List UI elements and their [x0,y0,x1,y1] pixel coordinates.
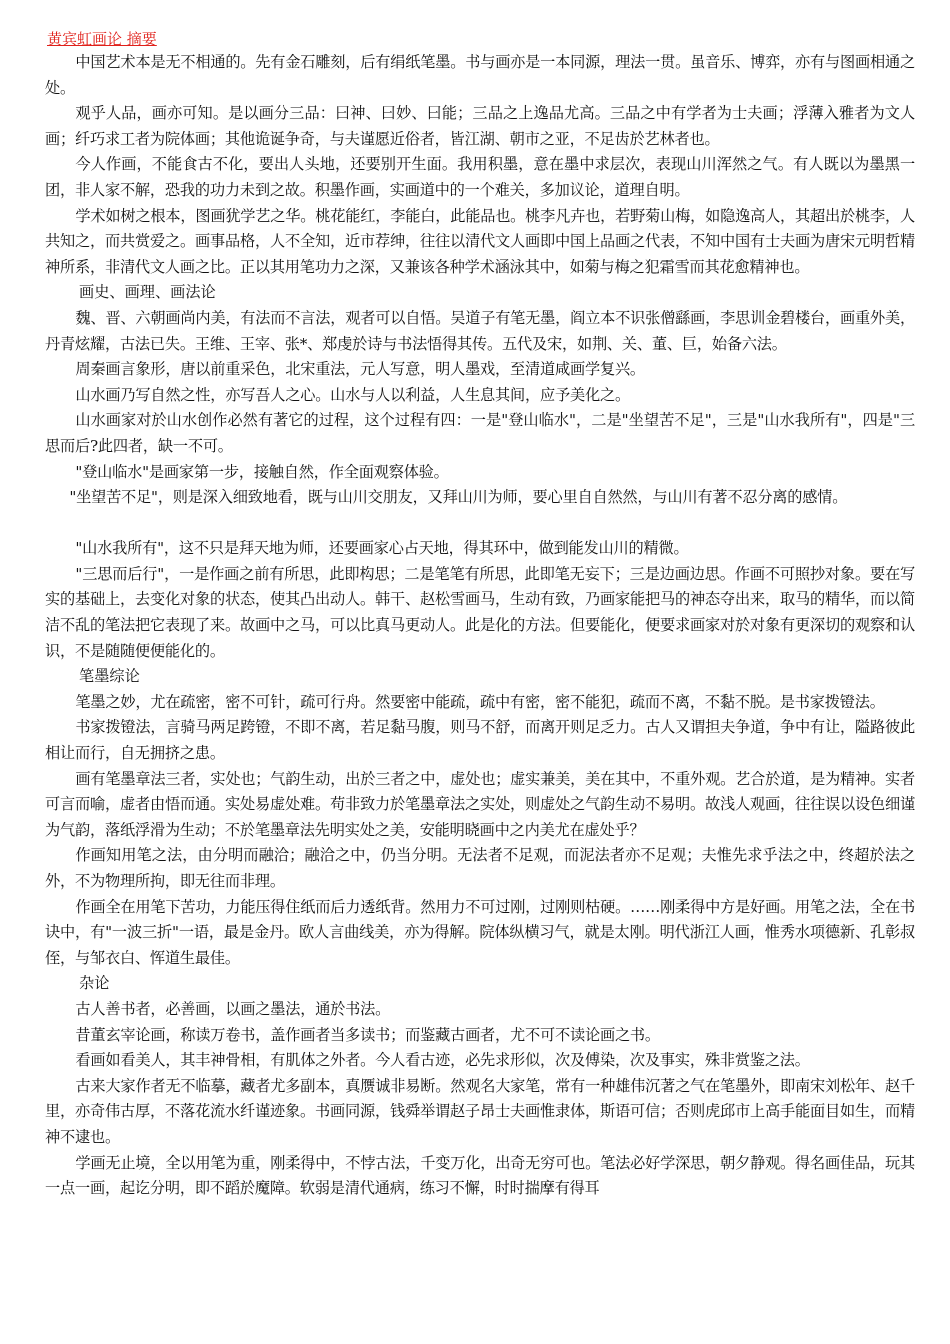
paragraph: "坐望苦不足"，则是深入细致地看，既与山川交朋友，又拜山川为师，要心里自自然然，与山川有著不忍分离的感情。 [69,488,848,507]
paragraph: 书家拨镫法，言骑马两足跨镫，不即不离，若足黏马腹，则马不舒，而离开则足乏力。古人又谓担夫争道，争中有让，隘路彼此相让而行，自无拥挤之患。 [45,718,915,763]
paragraph: 作画知用笔之法，由分明而融洽；融洽之中，仍当分明。无法者不足观，而泥法者亦不足观；夫惟先求乎法之中，终超於法之外，不为物理所拘，即无往而非理。 [45,846,915,890]
document-page [45,30,915,1202]
paragraph: 魏、晋、六朝画尚内美，有法而不言法，观者可以自悟。吴道子有笔无墨，阎立本不识张僧繇画，李思训金碧楼台，画重外美，丹青炫耀，古法已失。王维、王宰、张*、郑虔於诗与书法悟得其传。五代及宋，如荆、关、董、巨，始备六法。 [45,308,915,353]
paragraph: 中国艺术本是无不相通的。先有金石雕刻，后有绢纸笔墨。书与画亦是一本同源，理法一贯。虽音乐、博弈，亦有与图画相通之处。 [45,53,915,97]
paragraph: 学画无止境，全以用笔为重，刚柔得中，不悖古法，千变万化，出奇无穷可也。笔法必好学深思，朝夕静观。得名画佳品，玩其一点一画，起讫分明，即不蹈於魔障。软弱是清代通病，练习不懈，时时揣摩有得耳 [45,1153,915,1198]
section-heading: 笔墨综论 [79,667,140,686]
paragraph: 周秦画言象形，唐以前重采色，北宋重法，元人写意，明人墨戏，至清道咸画学复兴。 [75,360,645,379]
paragraph: 山水画乃写自然之性，亦写吾人之心。山水与人以利益，人生息其间，应予美化之。 [75,385,630,404]
paragraph: 学术如树之根本，图画犹学艺之华。桃花能红，李能白，此能品也。桃李凡卉也，若野菊山梅，如隐逸高人，其超出於桃李，人共知之，而共赏爱之。画事品格，人不全知，近市荐绅，往往以清代文人画即中国上品画之代表，不知中国有士夫画为唐宋元明哲精神所系，非清代文人画之比。正以其用笔功力之深，又兼该各种学术涵泳其中，如菊与梅之犯霜雪而其花愈精神也。 [45,206,915,276]
section-heading: 杂论 [79,974,110,993]
paragraph: 观乎人品，画亦可知。是以画分三品：曰神、曰妙、曰能；三品之上逸品尤高。三品之中有学者为士夫画；浮薄入雅者为文人画；纤巧求工者为院体画；其他诡诞争奇，与夫谨愿近俗者，皆江湖、朝市之亚，不足齿於艺林者也。 [45,104,915,148]
paragraph: 古人善书者，必善画，以画之墨法，通於书法。 [75,999,391,1018]
paragraph: "三思而后行"，一是作画之前有所思，此即构思；二是笔笔有所思，此即笔无妄下；三是边画边思。作画不可照抄对象。要在写实的基础上，去变化对象的状态，使其凸出动人。韩干、赵松雪画马，生动有致，乃画家能把马的神态夺出来，取马的精华，而以简洁不乱的笔法把它表现了来。故画中之马，可以比真马更动人。此是化的方法。但要能化，便要求画家对於对象有更深切的观察和认识，不是随随便便能化的。 [45,564,915,660]
paragraph: "山水我所有"，这不只是拜天地为师，还要画家心占天地，得其环中，做到能发山川的精微。 [75,539,689,558]
paragraph: 笔墨之妙，尤在疏密，密不可针，疏可行舟。然要密中能疏，疏中有密，密不能犯，疏而不离，不黏不脱。是书家拨镫法。 [75,692,885,711]
paragraph: 古来大家作者无不临摹，藏者尤多副本，真赝诚非易断。然观名大家笔，常有一种雄伟沉著之气在笔墨外，即南宋刘松年、赵千里，亦奇伟古厚，不落花流水纤谨迹象。书画同源，钱舜举谓赵子昂士夫画惟隶体，斯语可信；否则虎邱市上高手能面目如生，而精神不逮也。 [45,1076,915,1146]
paragraph: 今人作画，不能食古不化，要出人头地，还要别开生面。我用积墨，意在墨中求层次，表现山川浑然之气。有人既以为墨黑一团，非人家不解，恐我的功力未到之故。积墨作画，实画道中的一个难关，多加议论，道理自明。 [45,155,915,199]
paragraph: 昔董玄宰论画，称读万卷书，盖作画者当多读书；而鉴藏古画者，尤不可不读论画之书。 [75,1025,660,1044]
paragraph: 作画全在用笔下苦功，力能压得住纸而后力透纸背。然用力不可过刚，过刚则枯硬。……刚柔得中方是好画。用笔之法，全在书诀中，有"一波三折"一语，最是金丹。欧人言曲线美，亦为得解。院体纵横习气，就是太刚。明代浙江人画，惟秀水项德新、孔彰叔侄，与邹衣白、恽道生最佳。 [45,897,915,967]
paragraph: 山水画家对於山水创作必然有著它的过程，这个过程有四：一是"登山临水"，二是"坐望苦不足"，三是"山水我所有"，四是"三思而后?此四者，缺一不可。 [45,411,915,455]
paragraph: 看画如看美人，其丰神骨相，有肌体之外者。今人看古迹，必先求形似，次及傅染，次及事实，殊非赏鉴之法。 [75,1051,810,1070]
paragraph: "登山临水"是画家第一步，接触自然，作全面观察体验。 [75,462,449,481]
blank-line [45,511,915,537]
paragraph: 画有笔墨章法三者，实处也；气韵生动，出於三者之中，虚处也；虚实兼美，美在其中，不重外观。艺合於道，是为精神。实者可言而喻，虚者由悟而通。实处易虚处难。苟非致力於笔墨章法之实处，则虚处之气韵生动不易明。故浅人观画，往往误以设色细谨为气韵，落纸浮滑为生动；不於笔墨章法先明实处之美，安能明晓画中之内美尤在虚处乎？ [45,769,915,839]
document-title: 黄宾虹画论 摘要 [47,30,157,48]
section-heading: 画史、画理、画法论 [79,283,216,302]
